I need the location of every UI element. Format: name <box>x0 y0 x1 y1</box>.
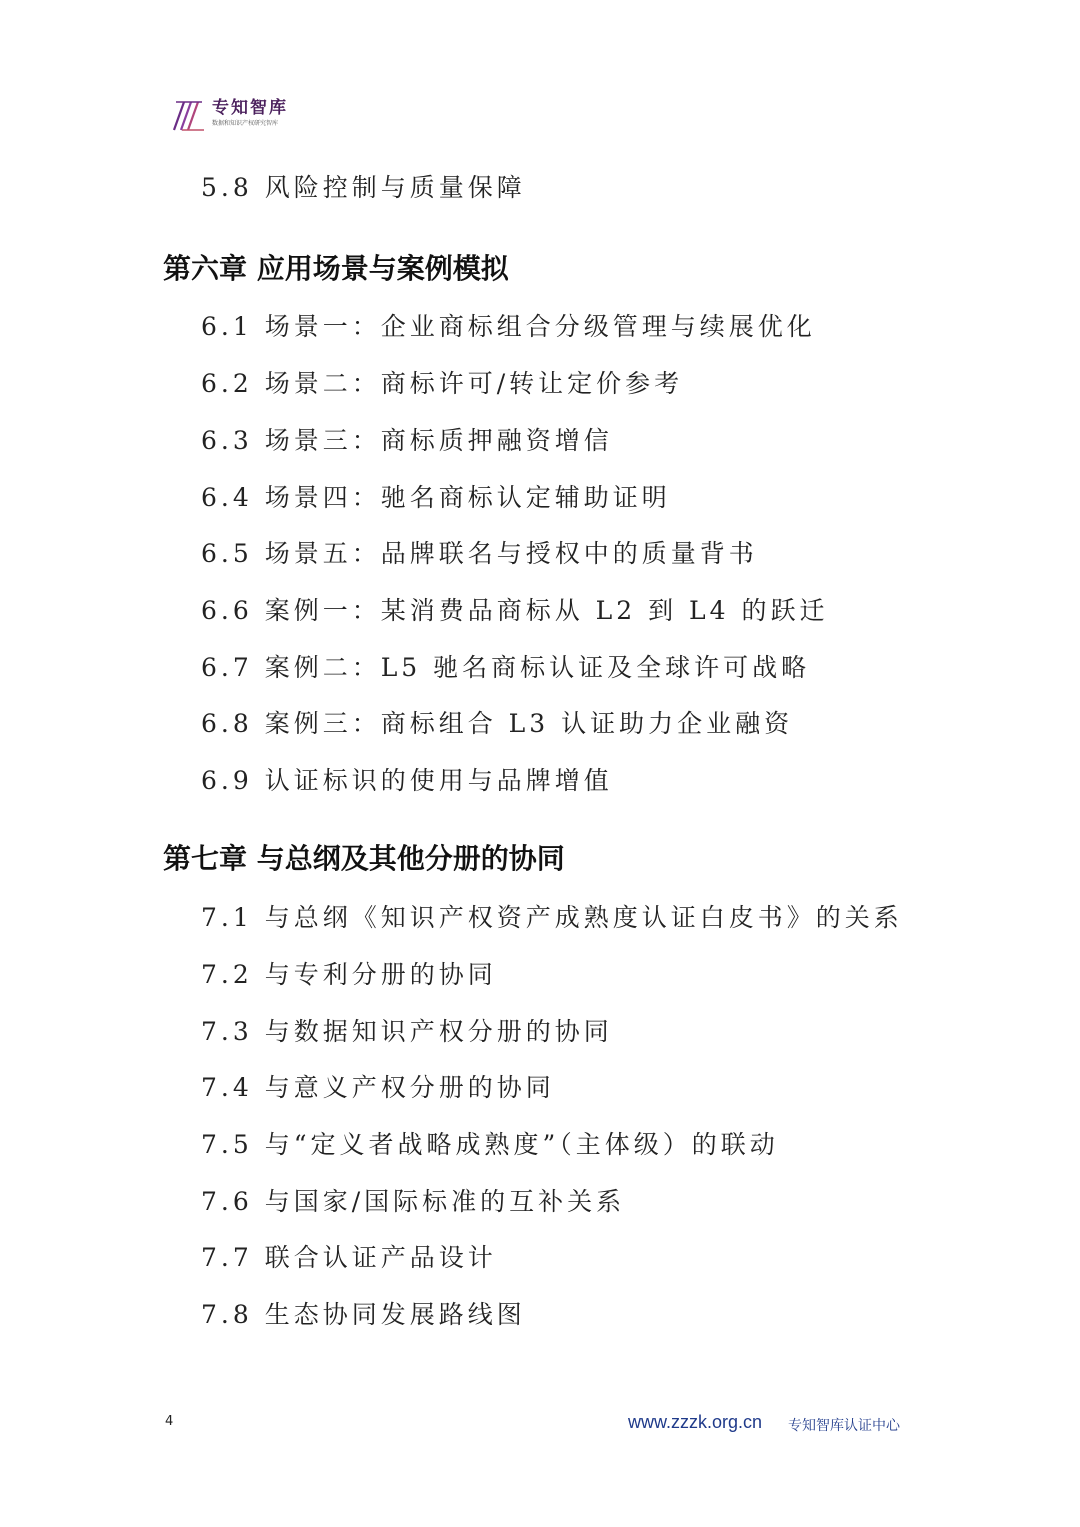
toc-item-7-3: 7.3 与数据知识产权分册的协同 <box>201 1017 613 1046</box>
toc-item-6-5: 6.5 场景五：品牌联名与授权中的质量背书 <box>201 539 758 568</box>
zz-logo-icon <box>172 100 206 132</box>
toc-chapter-6: 第六章 应用场景与案例模拟 <box>163 252 509 285</box>
toc-item-5-8: 5.8 风险控制与质量保障 <box>201 173 526 202</box>
toc-chapter-7: 第七章 与总纲及其他分册的协同 <box>163 842 565 875</box>
toc-item-7-4: 7.4 与意义产权分册的协同 <box>201 1073 555 1102</box>
toc-item-7-8: 7.8 生态协同发展路线图 <box>201 1300 526 1329</box>
page-number: 4 <box>165 1414 174 1429</box>
toc-item-7-7: 7.7 联合认证产品设计 <box>201 1243 497 1272</box>
toc-item-6-6: 6.6 案例一：某消费品商标从 L2 到 L4 的跃迁 <box>201 596 829 625</box>
footer-url-link[interactable]: www.zzzk.org.cn <box>628 1412 763 1432</box>
toc-item-6-7: 6.7 案例二：L5 驰名商标认证及全球许可战略 <box>201 653 811 682</box>
logo-text-group <box>212 98 288 128</box>
toc-item-7-1: 7.1 与总纲《知识产权资产成熟度认证白皮书》的关系 <box>201 903 903 932</box>
toc-item-6-3: 6.3 场景三：商标质押融资增信 <box>201 426 613 455</box>
toc-item-6-1: 6.1 场景一：企业商标组合分级管理与续展优化 <box>201 312 816 341</box>
toc-item-6-9: 6.9 认证标识的使用与品牌增值 <box>201 766 613 795</box>
header-logo <box>172 98 288 138</box>
toc-item-6-2: 6.2 场景二：商标许可/转让定价参考 <box>201 369 684 398</box>
logo-subtitle: 数据和知识产权研究智库 <box>212 120 279 127</box>
toc-item-6-8: 6.8 案例三：商标组合 L3 认证助力企业融资 <box>201 709 794 738</box>
footer-organization: 专知智库认证中心 <box>788 1418 900 1434</box>
toc-item-6-4: 6.4 场景四：驰名商标认定辅助证明 <box>201 483 671 512</box>
logo-name: 专知智库 <box>212 98 288 118</box>
toc-item-7-5: 7.5 与“定义者战略成熟度”（主体级）的联动 <box>201 1130 779 1159</box>
toc-item-7-2: 7.2 与专利分册的协同 <box>201 960 497 989</box>
toc-item-7-6: 7.6 与国家/国际标准的互补关系 <box>201 1187 626 1216</box>
